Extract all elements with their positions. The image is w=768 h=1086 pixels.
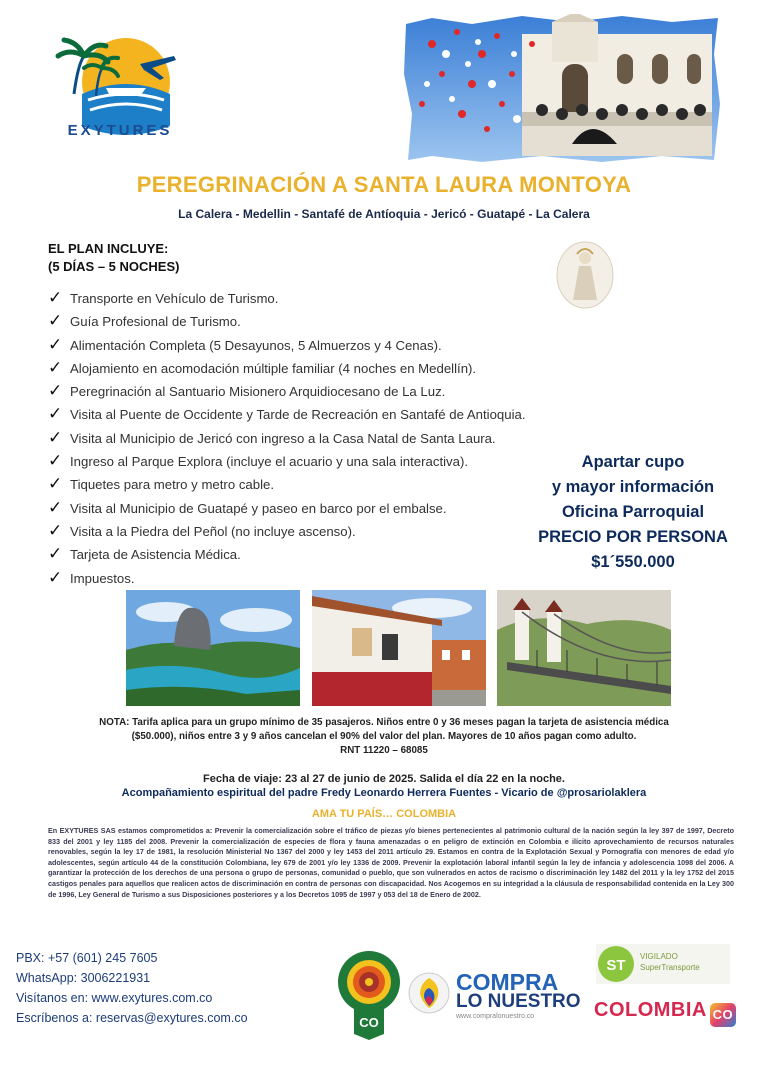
compra-lo-nuestro-icon	[408, 972, 450, 1014]
list-item	[48, 309, 608, 332]
list-item	[48, 566, 608, 589]
plan-item-text: Visita al Municipio de Guatapé y paseo en barco por el embalse.	[70, 500, 447, 516]
plan-item-text: Transporte en Vehículo de Turismo.	[70, 291, 279, 306]
trip-info	[40, 772, 728, 800]
check-icon: ✓	[48, 474, 63, 494]
compra-lo-nuestro-logo	[456, 969, 581, 1022]
list-item	[48, 472, 608, 495]
st-line1: VIGILADO	[640, 952, 678, 961]
booking-line1: Apartar cupo	[581, 453, 685, 471]
guatape-rock-photo	[126, 590, 300, 706]
plan-items-list	[48, 286, 608, 589]
plan-heading-line1: EL PLAN INCLUYE:	[48, 241, 169, 256]
trip-spiritual: Acompañamiento espiritual del padre Fredy Leonardo Herrera Fuentes - Vicario de @prosariolaklera	[121, 787, 647, 799]
compra-line1: COMPRA	[456, 969, 559, 995]
list-item	[48, 379, 608, 402]
trip-dates: Fecha de viaje: 23 al 27 de junio de 2025. Salida el día 22 en la noche.	[203, 773, 565, 785]
contact-whatsapp: WhatsApp: 3006221931	[16, 971, 151, 985]
santafe-street-photo	[312, 590, 486, 706]
check-icon: ✓	[48, 497, 63, 517]
list-item	[48, 426, 608, 449]
colombia-brand-logo	[594, 999, 736, 1027]
booking-line4: PRECIO POR PERSONA	[538, 528, 728, 546]
contact-pbx: PBX: +57 (601) 245 7605	[16, 951, 158, 965]
plan-item-text: Impuestos.	[70, 570, 135, 586]
plan-item-text: Guía Profesional de Turismo.	[70, 314, 241, 330]
booking-line3: Oficina Parroquial	[561, 503, 705, 521]
page-title: PEREGRINACIÓN A SANTA LAURA MONTOYA	[136, 172, 632, 197]
co-seal-logo	[334, 950, 404, 1040]
note-rnt: RNT 11220 – 68085	[340, 745, 428, 756]
check-icon: ✓	[48, 520, 63, 540]
list-item	[48, 496, 608, 519]
slogan: AMA TU PAÍS… COLOMBIA	[311, 808, 457, 820]
booking-box	[526, 450, 740, 575]
check-icon: ✓	[48, 357, 63, 377]
check-icon: ✓	[48, 404, 63, 424]
check-icon: ✓	[48, 311, 63, 331]
list-item	[48, 356, 608, 379]
plan-item-text: Tiquetes para metro y metro cable.	[70, 477, 275, 493]
legal-text: En EXYTURES SAS estamos comprometidos a: Prevenir la comercialización sobre el tráfico de piezas y/o bienes pertenecientes al patrimonio cultural de la nación según la ley 397 de 1997, Decreto 833 del 2001 y ley 1185 del 2008. Prevenir la comercialización de especies de flora y fauna amenazadas o en peligro de extinción en Colombia e ilícito aprovechamiento de recursos naturales renovables, según la ley 17 de 1981, la resolución Ministerial No 1367 del 2000 y ley 1453 del 2011 artículo 29. Estamos en contra de la Explotación Sexual y Pornografía con menores de edad y/o adolescentes, según artículo 44 de la constitución Colombiana, ley 679 de 2001 y/o ley 1336 de 2009. Prevenir la explotación laboral infantil según la ley de infancia y adolescencia 1098 del 2006. A garantizar la protección de los derechos de una persona o grupo de personas, comunidad o pueblo, que son vulnerados en actos de racismo o discriminación ley 1482 del 2011 y la ley 1752 del 2015 castigos penales para aquellos que realicen actos de discriminación en contra de personas con discapacidad. Nos Acogemos en su integridad a la cláusula de responsabilidad contenida en la Ley 300 de 1996, Ley General de Turismo a sus Disposiciones posteriores y a los Decretos 1095 de 1997 y 053 del 18 de Enero de 2002.	[48, 826, 734, 899]
colombia-text: COLOMBIA	[594, 999, 707, 1021]
check-icon: ✓	[48, 451, 63, 471]
list-item	[48, 542, 608, 565]
plan-item-text: Peregrinación al Santuario Misionero Arquidiocesano de La Luz.	[70, 384, 446, 400]
plan-item-text: Alimentación Completa (5 Desayunos, 5 Almuerzos y 4 Cenas).	[70, 337, 442, 353]
check-icon: ✓	[48, 544, 63, 564]
st-line2: SuperTransporte	[640, 963, 700, 972]
plan-item-text: Tarjeta de Asistencia Médica.	[70, 547, 241, 563]
list-item	[48, 402, 608, 425]
contact-email[interactable]: Escríbenos a: reservas@exytures.com.co	[16, 1011, 248, 1025]
check-icon: ✓	[48, 427, 63, 447]
compra-url: www.compralonuestro.co	[456, 1013, 535, 1020]
list-item	[48, 333, 608, 356]
check-icon: ✓	[48, 288, 63, 307]
note-line1: NOTA: Tarifa aplica para un grupo mínimo de 35 pasajeros. Niños entre 0 y 36 meses pagan la tarjeta de asistencia médica	[99, 717, 669, 728]
check-icon: ✓	[48, 381, 63, 401]
church-celebration-photo	[402, 14, 722, 164]
plan-heading	[48, 240, 179, 276]
plan-item-text: Visita al Municipio de Jericó con ingreso a la Casa Natal de Santa Laura.	[70, 430, 496, 446]
logo-brand-text: EXYTURES	[67, 122, 173, 139]
contact-web[interactable]: Visítanos en: www.exytures.com.co	[16, 991, 213, 1005]
price: $1´550.000	[591, 553, 675, 571]
plan-item-text: Alojamiento en acomodación múltiple familiar (4 noches en Medellín).	[70, 360, 477, 376]
puente-occidente-photo	[497, 590, 671, 706]
plan-heading-line2: (5 DÍAS – 5 NOCHES)	[48, 259, 180, 274]
route-subtitle: La Calera - Medellin - Santafé de Antíoquia - Jericó - Guatapé - La Calera	[178, 207, 590, 221]
list-item	[48, 519, 608, 542]
note-block	[70, 716, 698, 758]
list-item	[48, 286, 608, 309]
note-line2: ($50.000), niños entre 3 y 9 años cancelan el 90% del valor del plan. Mayores de 10 años pagan como adulto.	[131, 731, 637, 742]
plan-item-text: Ingreso al Parque Explora (incluye el acuario y una sala interactiva).	[70, 454, 469, 470]
check-icon: ✓	[48, 567, 63, 587]
contact-block	[16, 948, 248, 1028]
plan-item-text: Visita al Puente de Occidente y Tarde de Recreación en Santafé de Antioquia.	[70, 407, 526, 423]
supertransporte-text	[640, 951, 700, 973]
co-seal-text: CO	[359, 1015, 379, 1030]
st-badge-text: ST	[606, 957, 626, 974]
plan-item-text: Visita a la Piedra del Peñol (no incluye ascenso).	[70, 523, 356, 539]
compra-line2: LO NUESTRO	[456, 991, 581, 1012]
check-icon: ✓	[48, 334, 63, 354]
list-item	[48, 449, 608, 472]
colombia-co-badge: CO	[710, 1003, 736, 1027]
booking-line2: y mayor información	[551, 478, 715, 496]
